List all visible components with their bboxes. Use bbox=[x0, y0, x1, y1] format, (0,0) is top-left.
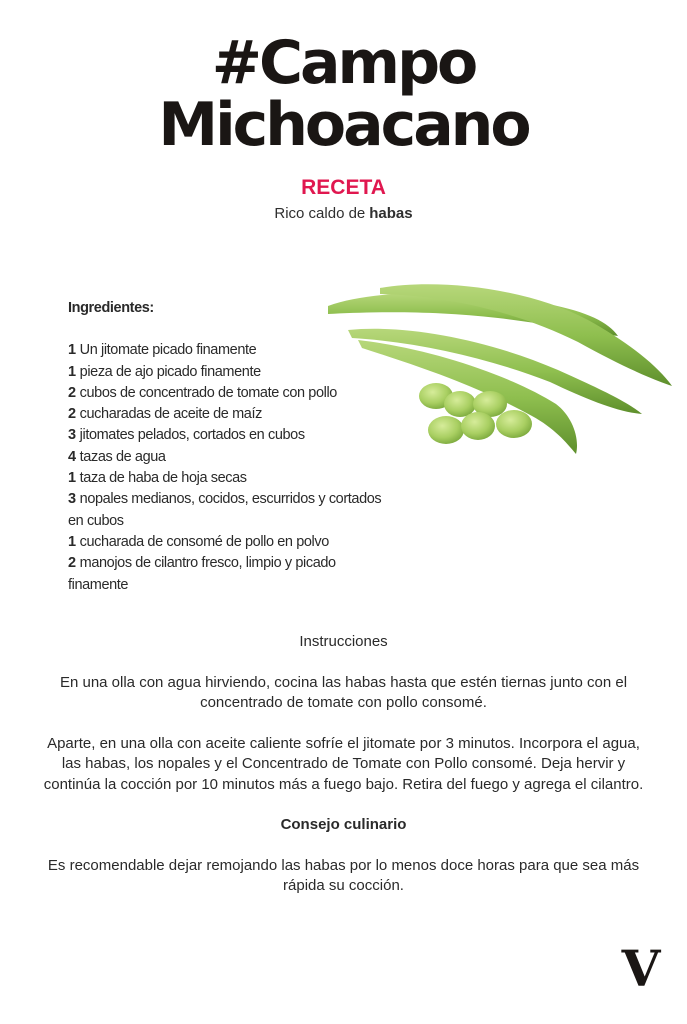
ingredient-item bbox=[68, 340, 388, 361]
ingredient-text: cucharada de consomé de pollo en polvo bbox=[79, 533, 329, 550]
instructions-section bbox=[40, 632, 647, 897]
tip-heading: Consejo culinario bbox=[280, 816, 407, 833]
brand-logo bbox=[616, 942, 666, 992]
ingredient-item bbox=[68, 383, 388, 404]
ingredient-text: manojos de cilantro fresco, limpio y picado finamente bbox=[68, 555, 336, 593]
tip-text: Es recomendable dejar remojando las habas por lo menos doce horas para que sea más rápida su cocción. bbox=[47, 856, 640, 894]
ingredient-qty: 2 bbox=[68, 555, 76, 572]
instructions-heading: Instrucciones bbox=[299, 633, 388, 650]
ingredient-item bbox=[68, 362, 388, 383]
page-title-line-1: #Campo bbox=[211, 28, 476, 98]
ingredient-qty: 2 bbox=[68, 406, 76, 423]
ingredient-item bbox=[68, 532, 388, 553]
ingredient-qty: 1 bbox=[68, 533, 76, 550]
ingredient-text: tazas de agua bbox=[79, 448, 166, 465]
ingredient-text: pieza de ajo picado finamente bbox=[79, 363, 261, 380]
ingredient-qty: 4 bbox=[68, 448, 76, 465]
ingredient-item bbox=[68, 447, 388, 468]
recipe-label: RECETA bbox=[301, 176, 386, 199]
instructions-paragraph-1: En una olla con agua hirviendo, cocina las habas hasta que estén tiernas junto con el concentrado de tomate con pollo consomé. bbox=[59, 673, 628, 711]
ingredient-text: cucharadas de aceite de maíz bbox=[79, 406, 262, 423]
ingredients-section bbox=[68, 298, 388, 596]
ingredient-qty: 3 bbox=[68, 491, 76, 508]
ingredient-qty: 1 bbox=[68, 363, 76, 380]
ingredient-qty: 3 bbox=[68, 427, 76, 444]
ingredient-item bbox=[68, 553, 388, 596]
brand-logo-letter: V bbox=[621, 942, 661, 992]
ingredient-text: nopales medianos, cocidos, escurridos y cortados en cubos bbox=[68, 491, 382, 529]
ingredients-list bbox=[68, 340, 388, 596]
ingredient-item bbox=[68, 468, 388, 489]
recipe-subtitle-bold: habas bbox=[369, 205, 413, 222]
recipe-subtitle bbox=[0, 205, 687, 222]
ingredients-heading: Ingredientes: bbox=[68, 300, 154, 316]
ingredient-qty: 1 bbox=[68, 470, 76, 487]
ingredient-item bbox=[68, 404, 388, 425]
ingredient-item bbox=[68, 489, 388, 532]
ingredient-text: taza de haba de hoja secas bbox=[79, 470, 247, 487]
ingredient-qty: 2 bbox=[68, 384, 76, 401]
ingredient-qty: 1 bbox=[68, 342, 76, 359]
instructions-paragraph-2: Aparte, en una olla con aceite caliente sofríe el jitomate por 3 minutos. Incorpora el agua, las habas, los nopales y el Concentrado de Tomate con Pollo consomé. Deja hervir y continúa la cocción por 10 minutos más a fuego bajo. Retira del fuego y agrega el cilantro. bbox=[43, 734, 644, 793]
ingredient-text: Un jitomate picado finamente bbox=[79, 342, 257, 359]
ingredient-item bbox=[68, 425, 388, 446]
ingredient-text: cubos de concentrado de tomate con pollo bbox=[79, 384, 337, 401]
page-title-line-2: Michoacano bbox=[158, 90, 529, 160]
ingredient-text: jitomates pelados, cortados en cubos bbox=[79, 427, 305, 444]
recipe-subtitle-prefix: Rico caldo de bbox=[274, 205, 366, 222]
